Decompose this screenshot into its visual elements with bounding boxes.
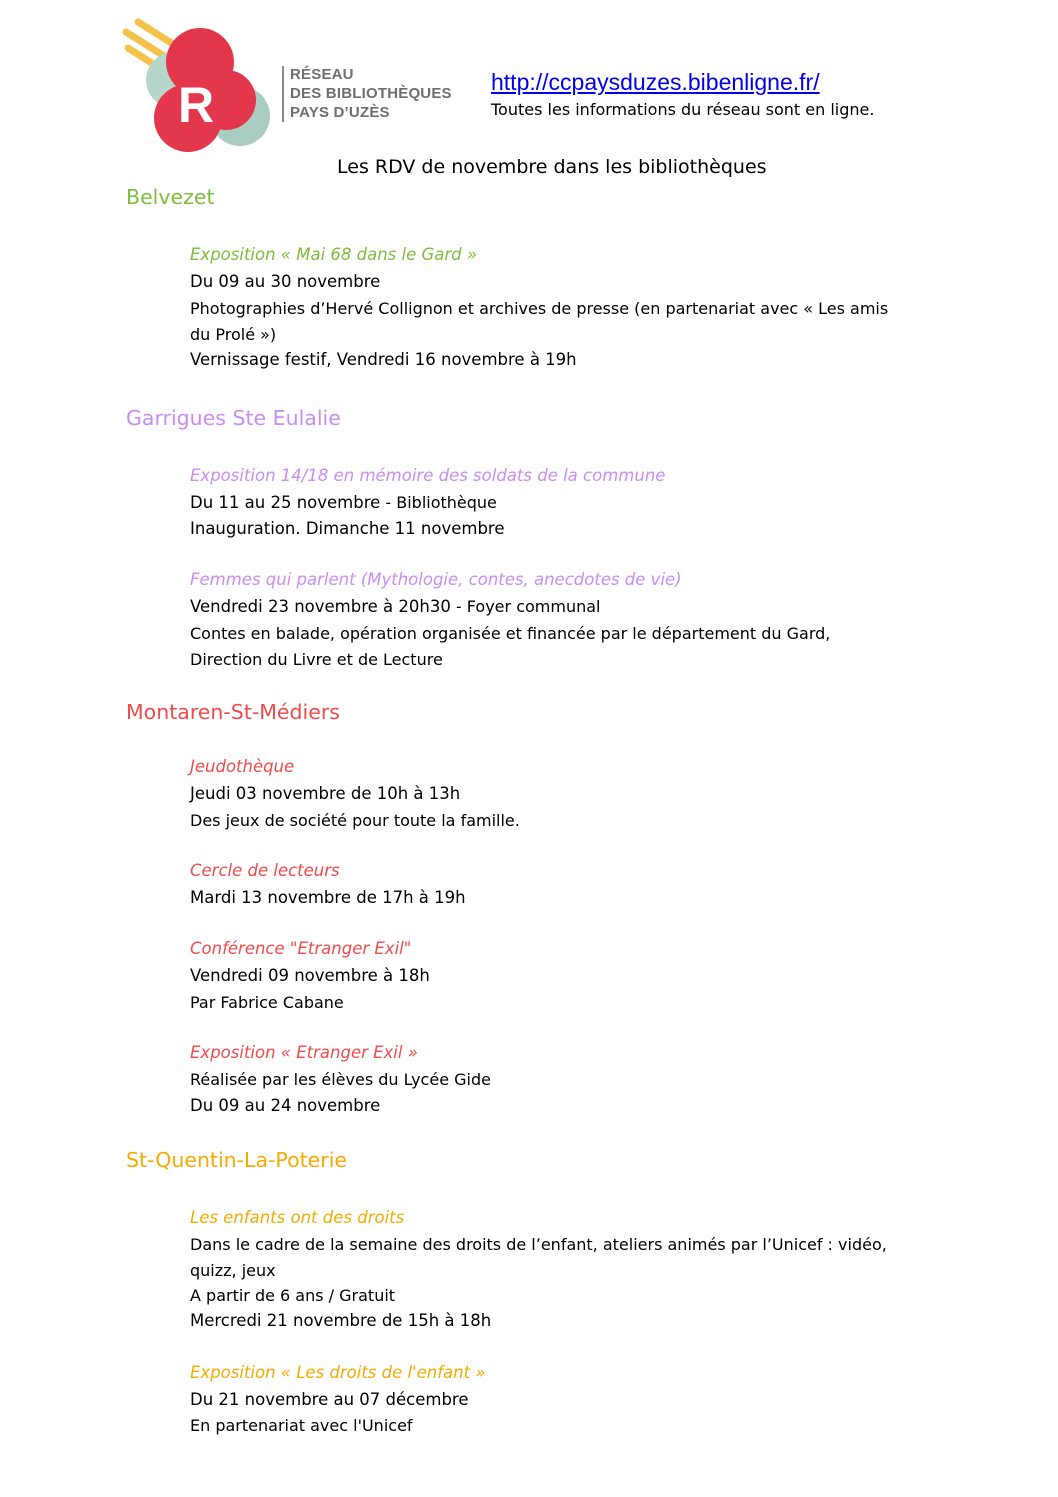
event-date-line: [190, 493, 497, 512]
event-date: Vendredi 09 novembre à 18h: [190, 966, 430, 985]
event-title: Exposition « Mai 68 dans le Gard »: [190, 245, 478, 264]
event-date: Du 09 au 24 novembre: [190, 1096, 381, 1115]
event-date-line: [190, 597, 600, 616]
event-description: Direction du Livre et de Lecture: [190, 650, 443, 669]
svg-text:R: R: [177, 77, 215, 133]
event-title: Exposition « Etranger Exil »: [190, 1043, 418, 1062]
logo-graphic: [122, 18, 282, 158]
event-extra: Vernissage festif, Vendredi 16 novembre à 19h: [190, 350, 577, 369]
event-description: quizz, jeux: [190, 1261, 276, 1280]
event-date: Mardi 13 novembre de 17h à 19h: [190, 888, 466, 907]
logo-divider: [282, 66, 284, 122]
event-title: Conférence "Etranger Exil": [190, 939, 412, 958]
event-place: - Bibliothèque: [380, 493, 497, 512]
town-heading-garrigues: Garrigues Ste Eulalie: [126, 406, 341, 430]
event-date: Du 09 au 30 novembre: [190, 272, 381, 291]
event-date: Du 21 novembre au 07 décembre: [190, 1390, 469, 1409]
event-title: Exposition 14/18 en mémoire des soldats de la commune: [190, 466, 666, 485]
logo-text-line2: DES BIBLIOTHÈQUES: [290, 85, 452, 102]
event-description: Réalisée par les élèves du Lycée Gide: [190, 1070, 491, 1089]
event-description: Photographies d’Hervé Collignon et archives de presse (en partenariat avec « Les amis: [190, 299, 889, 318]
event-date: Mercredi 21 novembre de 15h à 18h: [190, 1311, 492, 1330]
event-title: Femmes qui parlent (Mythologie, contes, anecdotes de vie): [190, 570, 682, 589]
page-title: Les RDV de novembre dans les bibliothèques: [337, 156, 767, 178]
site-link[interactable]: http://ccpaysduzes.bibenligne.fr/: [491, 69, 820, 95]
site-info-text: Toutes les informations du réseau sont en ligne.: [491, 100, 875, 119]
event-description: Par Fabrice Cabane: [190, 993, 344, 1012]
event-place: - Foyer communal: [450, 597, 601, 616]
network-logo: [122, 18, 282, 158]
logo-text-line1: RÉSEAU: [290, 66, 354, 83]
event-description: Contes en balade, opération organisée et financée par le département du Gard,: [190, 624, 831, 643]
event-title: Jeudothèque: [190, 757, 295, 776]
town-heading-belvezet: Belvezet: [126, 185, 215, 209]
event-date: Du 11 au 25 novembre: [190, 493, 381, 512]
event-description: A partir de 6 ans / Gratuit: [190, 1286, 396, 1305]
event-title: Les enfants ont des droits: [190, 1208, 405, 1227]
town-heading-stquentin: St-Quentin-La-Poterie: [126, 1148, 347, 1172]
logo-text-line3: PAYS D’UZÈS: [290, 104, 390, 121]
event-date: Jeudi 03 novembre de 10h à 13h: [190, 784, 461, 803]
event-title: Cercle de lecteurs: [190, 861, 340, 880]
town-heading-montaren: Montaren-St-Médiers: [126, 700, 340, 724]
event-description: du Prolé »): [190, 325, 277, 344]
event-description: Dans le cadre de la semaine des droits de l’enfant, ateliers animés par l’Unicef : vidéo,: [190, 1235, 887, 1254]
event-description: En partenariat avec l'Unicef: [190, 1416, 413, 1435]
event-description: Des jeux de société pour toute la famille.: [190, 811, 520, 830]
event-date: Vendredi 23 novembre à 20h30: [190, 597, 451, 616]
event-title: Exposition « Les droits de l'enfant »: [190, 1363, 486, 1382]
event-extra: Inauguration. Dimanche 11 novembre: [190, 519, 505, 538]
